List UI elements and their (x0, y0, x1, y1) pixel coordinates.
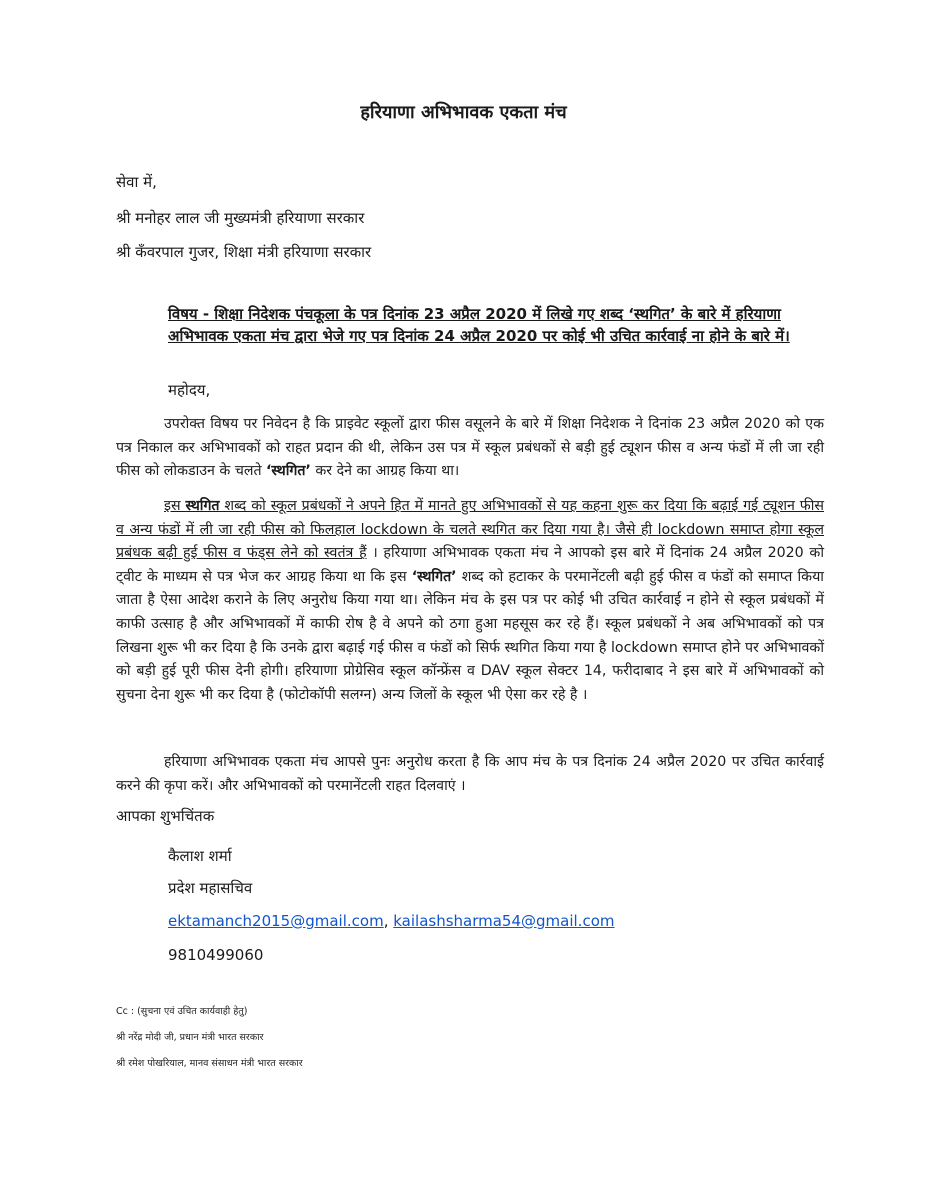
signatory-name: कैलाश शर्मा (168, 847, 232, 865)
paragraph-2-underlined-bold: स्थगित (185, 498, 220, 514)
letter-subject: विषय - शिक्षा निदेशक पंचकूला के पत्र दिनांक 23 अप्रैल 2020 में लिखे गए शब्द ‘स्थगित’ के बारे में हरियाणा अभिभावक एकता मंच द्वारा भेजे गए पत्र दिनांक 24 अप्रैल 2020 पर कोई भी उचित कार्रवाई ना होने के बारे में। (168, 305, 790, 345)
recipient-education-minister: श्री कँवरपाल गुजर, शिक्षा मंत्री हरियाणा सरकार (116, 243, 372, 261)
paragraph-3-text: हरियाणा अभिभावक एकता मंच आपसे पुनः अनुरोध करता है कि आप मंच के पत्र दिनांक 24 अप्रैल 2020 पर उचित कार्रवाई करने की कृपा करें। और अभिभावकों को परमानेंटली राहत दिलवाएं । (116, 754, 824, 794)
salutation: महोदय, (168, 381, 211, 399)
email-link-kailashsharma[interactable]: kailashsharma54@gmail.com (393, 912, 615, 930)
cc-label: Cc : (सुचना एवं उचित कार्यवाही हेतु) (116, 1006, 248, 1017)
email-link-ektamanch[interactable]: ektamanch2015@gmail.com (168, 912, 384, 930)
paragraph-2-bold: ‘स्थगित’ (411, 568, 457, 585)
address-to: सेवा में, (116, 173, 157, 191)
contact-phone: 9810499060 (168, 946, 264, 964)
paragraph-2 (116, 495, 824, 707)
paragraph-1 (116, 413, 824, 484)
recipient-chief-minister: श्री मनोहर लाल जी मुख्यमंत्री हरियाणा सरकार (116, 209, 365, 227)
paragraph-2-text-a: । हरियाणा अभिभावक एकता मंच ने आपको इस बारे में दिनांक 24 अप्रैल 2020 को ट्वीट के माध्यम से पत्र भेज कर आग्रह किया था कि इस (116, 545, 824, 585)
paragraph-3 (116, 751, 824, 798)
closing: आपका शुभचिंतक (116, 807, 215, 825)
cc-prime-minister: श्री नरेंद्र मोदी जी, प्रधान मंत्री भारत सरकार (116, 1032, 264, 1043)
cc-hrd-minister: श्री रमेश पोखरियाल, मानव संसाधन मंत्री भारत सरकार (116, 1058, 303, 1069)
paragraph-1-text-a: उपरोक्त विषय पर निवेदन है कि प्राइवेट स्कूलों द्वारा फीस वसूलने के बारे में शिक्षा निदेशक ने दिनांक 23 अप्रैल 2020 को एक पत्र निकाल कर अभिभावकों को राहत प्रदान की थी, लेकिन उस पत्र में स्कूल प्रबंधकों से बड़ी हुई ट्यूशन फीस व अन्य फंडों में ली जा रही फीस को लोकडाउन के चलते (116, 416, 824, 480)
paragraph-1-bold: ‘स्थगित’ (266, 463, 311, 480)
paragraph-2-underlined-a: इस (164, 498, 186, 514)
signatory-designation: प्रदेश महासचिव (168, 879, 253, 897)
contact-emails (168, 912, 615, 930)
email-separator: , (383, 912, 394, 930)
letter-heading: हरियाणा अभिभावक एकता मंच (360, 102, 567, 123)
paragraph-2-underlined-b: शब्द को स्कूल प्रबंधकों ने अपने हित में मानते हुए अभिभावकों से यह कहना शुरू कर दिया कि बढ़ाई गई ट्यूशन फीस व अन्य फंडों में ली जा रही फीस को फिलहाल lockdown के चलते स्थगित कर दिया गया है। जैसे ही lockdown समाप्त होगा स्कूल प्रबंधक बढ़ी हुई फीस व फंड्स लेने को स्वतंत्र हैं (116, 498, 824, 562)
paragraph-2-text-b: शब्द को हटाकर के परमानेंटली बढ़ी हुई फीस व फंडों को समाप्त किया जाता है ऐसा आदेश कराने के लिए अनुरोध किया गया था। लेकिन मंच के इस पत्र पर कोई भी उचित कार्रवाई न होने से स्कूल प्रबंधकों में काफी उत्साह है और अभिभावकों में काफी रोष है वे अपने को ठगा हुआ महसूस कर रहे हैं। स्कूल प्रबंधकों ने अब अभिभावकों को पत्र लिखना शुरू भी कर दिया है कि उनके द्वारा बढ़ाई गई फीस व फंडों को सिर्फ स्थगित किया गया है lockdown समाप्त होने पर अभिभावकों को बड़ी हुई पूरी फीस देनी होगी। हरियाणा प्रोग्रेसिव स्कूल कॉन्फ्रेंस व DAV स्कूल सेक्टर 14, फरीदाबाद ने इस बारे में अभिभावकों को सुचना देना शुरू भी कर दिया है (फोटोकॉपी सलग्न) अन्य जिलों के स्कूल भी ऐसा कर रहे है । (116, 568, 824, 703)
paragraph-1-text-b: कर देने का आग्रह किया था। (310, 463, 460, 480)
